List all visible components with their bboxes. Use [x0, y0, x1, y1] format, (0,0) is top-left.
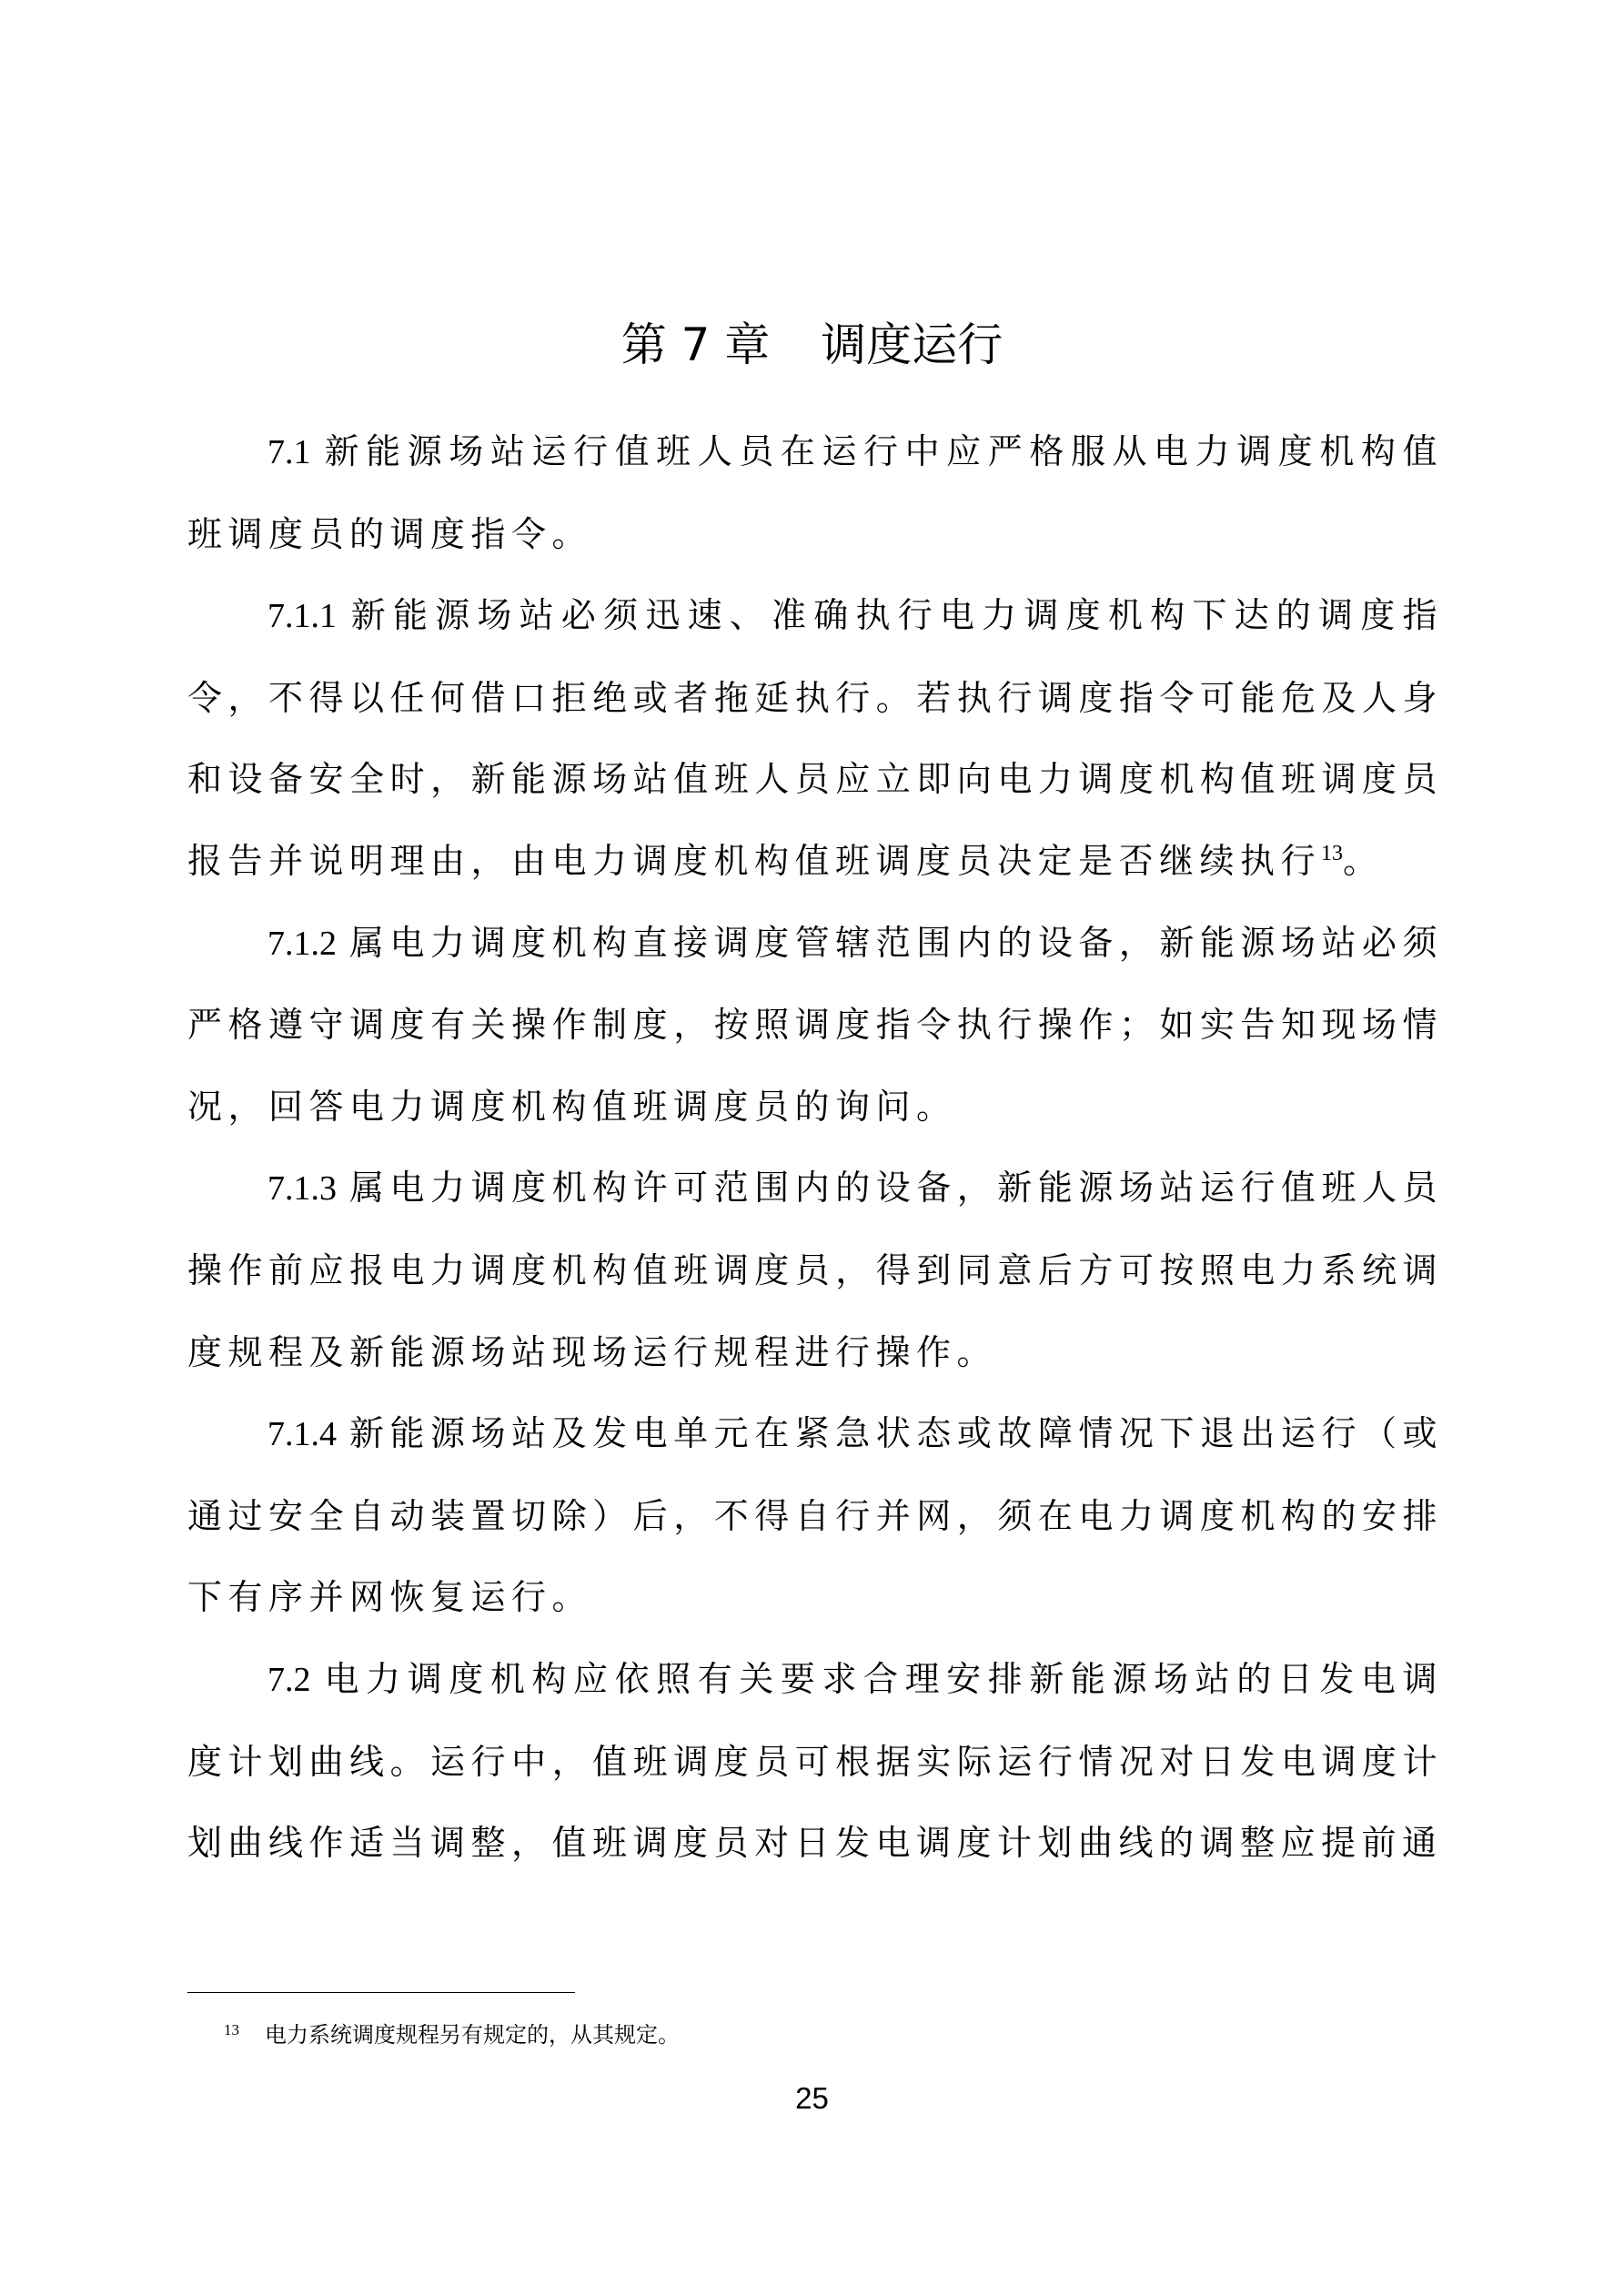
footnote [224, 2017, 1407, 2053]
paragraph-7-1-4 [187, 1393, 1443, 1639]
chapter-name: 调度运行 [821, 318, 1004, 371]
clause-number: 7.1.4 [267, 1415, 337, 1454]
clause-number: 7.1.2 [267, 924, 337, 963]
clause-number: 7.2 [267, 1660, 311, 1699]
clause-text: 新能源场站及发电单元在紧急状态或故障情况下退出运行（或通过安全自动装置切除）后，不得自行并网，须在电力调度机构的安排下有序并网恢复运行。 [187, 1413, 1443, 1618]
paragraph-7-1-1 [187, 575, 1443, 902]
footnote-reference[interactable]: 13 [1321, 841, 1344, 865]
clause-number: 7.1.1 [267, 597, 337, 636]
clause-number: 7.1 [267, 433, 311, 471]
paragraph-7-2 [187, 1639, 1443, 1885]
clause-text: 属电力调度机构许可范围内的设备，新能源场站运行值班人员操作前应报电力调度机构值班调度员，得到同意后方可按照电力系统调度规程及新能源场站现场运行规程进行操作。 [187, 1168, 1443, 1372]
chapter-number: 第 7 章 [620, 318, 771, 371]
clause-text: 属电力调度机构直接调度管辖范围内的设备，新能源场站必须严格遵守调度有关操作制度，按照调度指令执行操作；如实告知现场情况，回答电力调度机构值班调度员的询问。 [187, 922, 1443, 1127]
clause-text: 新能源场站运行值班人员在运行中应严格服从电力调度机构值班调度员的调度指令。 [187, 431, 1443, 554]
footnote-divider [187, 1992, 575, 1993]
paragraph-7-1 [187, 411, 1443, 575]
clause-text: 新能源场站必须迅速、准确执行电力调度机构下达的调度指令，不得以任何借口拒绝或者拖延执行。若执行调度指令可能危及人身和设备安全时，新能源场站值班人员应立即向电力调度机构值班调度员报告并说明理由，由电力调度机构值班调度员决定是否继续执行 [187, 595, 1443, 881]
body-text [187, 411, 1443, 1885]
paragraph-7-1-3 [187, 1148, 1443, 1393]
paragraph-7-1-2 [187, 903, 1443, 1148]
page-number: 25 [795, 2081, 829, 2115]
clause-text-tail: 。 [1343, 840, 1384, 881]
footnote-mark: 13 [224, 2021, 239, 2038]
clause-text: 电力调度机构应依照有关要求合理安排新能源场站的日发电调度计划曲线。运行中，值班调度员可根据实际运行情况对日发电调度计划曲线作适当调整，值班调度员对日发电调度计划曲线的调整应提前通 [187, 1658, 1443, 1864]
clause-number: 7.1.3 [267, 1169, 337, 1209]
footnote-text: 电力系统调度规程另有规定的，从其规定。 [265, 2022, 680, 2048]
chapter-title [0, 313, 1624, 377]
